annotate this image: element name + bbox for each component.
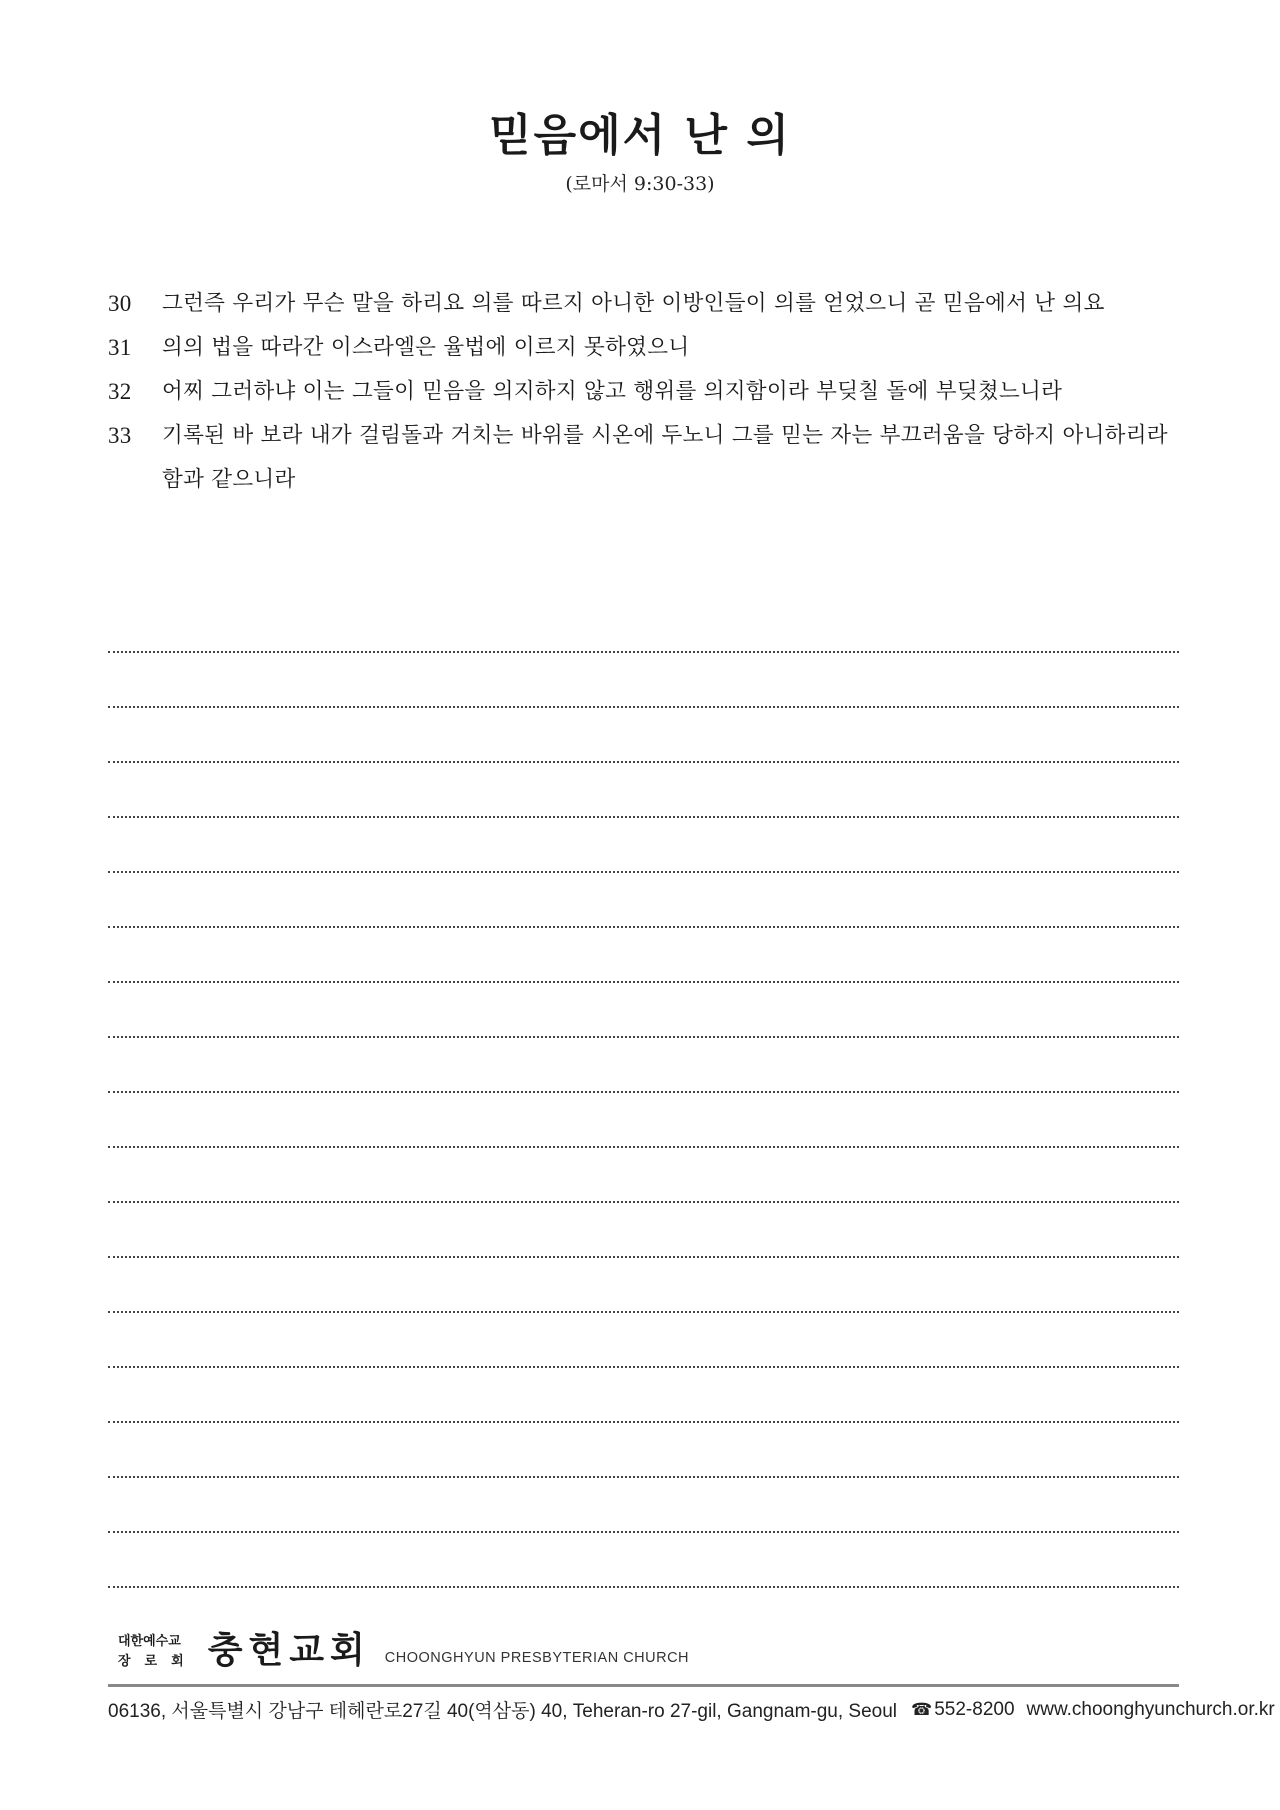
- verse-text: 어찌 그러하냐 이는 그들이 믿음을 의지하지 않고 행위를 의지함이라 부딪칠 돌에 부딪쳤느니라: [162, 379, 1063, 404]
- footer-divider: [108, 1684, 1179, 1687]
- verse-32: [108, 370, 1178, 414]
- verse-33: [108, 414, 1178, 458]
- writing-line[interactable]: [108, 598, 1179, 653]
- writing-line[interactable]: [108, 873, 1179, 928]
- verse-number: 30: [108, 291, 132, 316]
- verse-30: [108, 282, 1178, 326]
- writing-line[interactable]: [108, 983, 1179, 1038]
- writing-line[interactable]: [108, 1148, 1179, 1203]
- writing-line[interactable]: [108, 1258, 1179, 1313]
- verse-33-continued: [108, 458, 1178, 502]
- verse-text: 의의 법을 따라간 이스라엘은 율법에 이르지 못하였으니: [162, 335, 690, 360]
- writing-line[interactable]: [108, 708, 1179, 763]
- church-name-korean: 충현교회: [207, 1629, 371, 1671]
- church-logo: [118, 1628, 689, 1672]
- writing-line[interactable]: [108, 1313, 1179, 1368]
- page-title: 믿음에서 난 의: [489, 110, 791, 161]
- denomination-mark: [118, 1632, 198, 1672]
- church-address: 06136, 서울특별시 강남구 테헤란로27길 40(역삼동) 40, Teheran-ro 27-gil, Gangnam-gu, Seoul: [108, 1701, 898, 1722]
- verse-number: 33: [108, 423, 132, 448]
- church-website[interactable]: www.choonghyunchurch.or.kr: [1026, 1698, 1275, 1720]
- writing-line[interactable]: [108, 1368, 1179, 1423]
- writing-line[interactable]: [108, 1478, 1179, 1533]
- writing-line[interactable]: [108, 1203, 1179, 1258]
- writing-line[interactable]: [108, 928, 1179, 983]
- verse-text: 함과 같으니라: [162, 467, 296, 492]
- writing-line[interactable]: [108, 818, 1179, 873]
- writing-lines: [108, 598, 1179, 1588]
- verse-text: 기록된 바 보라 내가 걸림돌과 거치는 바위를 시온에 두노니 그를 믿는 자는 부끄러움을 당하지 아니하리라: [162, 423, 1168, 448]
- verse-number: [108, 458, 162, 502]
- writing-line[interactable]: [108, 1423, 1179, 1478]
- writing-line[interactable]: [108, 1533, 1179, 1588]
- verse-list: [108, 282, 1178, 502]
- verse-number: 32: [108, 379, 132, 404]
- writing-line[interactable]: [108, 763, 1179, 818]
- telephone-icon: ☎: [911, 1699, 933, 1719]
- writing-line[interactable]: [108, 1038, 1179, 1093]
- church-name-english: CHOONGHYUN PRESBYTERIAN CHURCH: [384, 1650, 690, 1666]
- verse-text: 그런즉 우리가 무슨 말을 하리요 의를 따르지 아니한 이방인들이 의를 얻었으니 곧 믿음에서 난 의요: [162, 291, 1105, 316]
- writing-line[interactable]: [108, 1093, 1179, 1148]
- writing-line[interactable]: [108, 653, 1179, 708]
- verse-number: 31: [108, 335, 132, 360]
- verse-31: [108, 326, 1178, 370]
- denomination-top: 대한예수교: [118, 1634, 181, 1649]
- footer-contact: [108, 1696, 1275, 1723]
- denomination-bottom: 장로회: [118, 1654, 198, 1669]
- scripture-reference: (로마서 9:30-33): [565, 173, 715, 195]
- church-phone: 552-8200: [934, 1698, 1015, 1720]
